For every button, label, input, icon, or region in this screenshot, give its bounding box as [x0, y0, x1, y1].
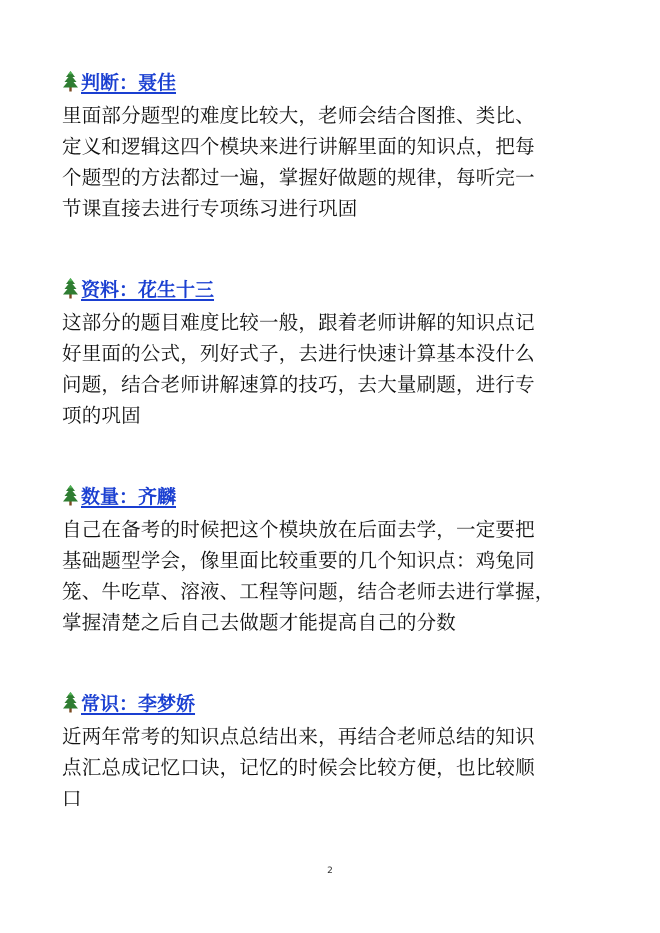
body-line: 自己在备考的时候把这个模块放在后面去学，一定要把	[62, 518, 535, 541]
section-heading	[62, 273, 607, 303]
pine-tree-icon	[62, 277, 79, 299]
section-heading-text: 判断：聂佳	[81, 71, 177, 94]
body-line: 项的巩固	[62, 404, 141, 427]
section-body	[62, 717, 607, 814]
body-line: 点汇总成记忆口诀，记忆的时候会比较方便，也比较顺	[62, 756, 535, 779]
section-body	[62, 303, 607, 431]
body-line: 口	[62, 787, 82, 810]
body-line: 问题，结合老师讲解速算的技巧，去大量刷题，进行专	[62, 373, 535, 396]
section-heading	[62, 687, 607, 717]
body-line: 基础题型学会，像里面比较重要的几个知识点：鸡兔同	[62, 549, 535, 572]
pine-tree-icon	[62, 691, 79, 713]
section-common-knowledge	[62, 687, 607, 814]
pine-tree-icon	[62, 70, 79, 92]
section-data-analysis	[62, 273, 607, 431]
section-judgment	[62, 66, 607, 224]
section-heading-text: 常识：李梦娇	[81, 692, 196, 715]
body-line: 近两年常考的知识点总结出来，再结合老师总结的知识	[62, 725, 535, 748]
body-line: 掌握清楚之后自己去做题才能提高自己的分数	[62, 611, 457, 634]
body-line: 里面部分题型的难度比较大，老师会结合图推、类比、	[62, 104, 535, 127]
body-line: 定义和逻辑这四个模块来进行讲解里面的知识点，把每	[62, 135, 535, 158]
section-heading-text: 数量：齐麟	[81, 485, 177, 508]
section-heading	[62, 66, 607, 96]
body-line: 节课直接去进行专项练习进行巩固	[62, 197, 358, 220]
body-line: 这部分的题目难度比较一般，跟着老师讲解的知识点记	[62, 311, 535, 334]
body-line: 好里面的公式，列好式子，去进行快速计算基本没什么	[62, 342, 535, 365]
section-heading-text: 资料：花生十三	[81, 278, 215, 301]
section-body	[62, 510, 607, 638]
page-number: 2	[327, 866, 333, 876]
body-line: 个题型的方法都过一遍，掌握好做题的规律，每听完一	[62, 166, 535, 189]
section-body	[62, 96, 607, 224]
section-quantity	[62, 480, 607, 638]
section-heading	[62, 480, 607, 510]
body-line: 笼、牛吃草、溶液、工程等问题，结合老师去进行掌握，	[62, 580, 555, 603]
pine-tree-icon	[62, 484, 79, 506]
